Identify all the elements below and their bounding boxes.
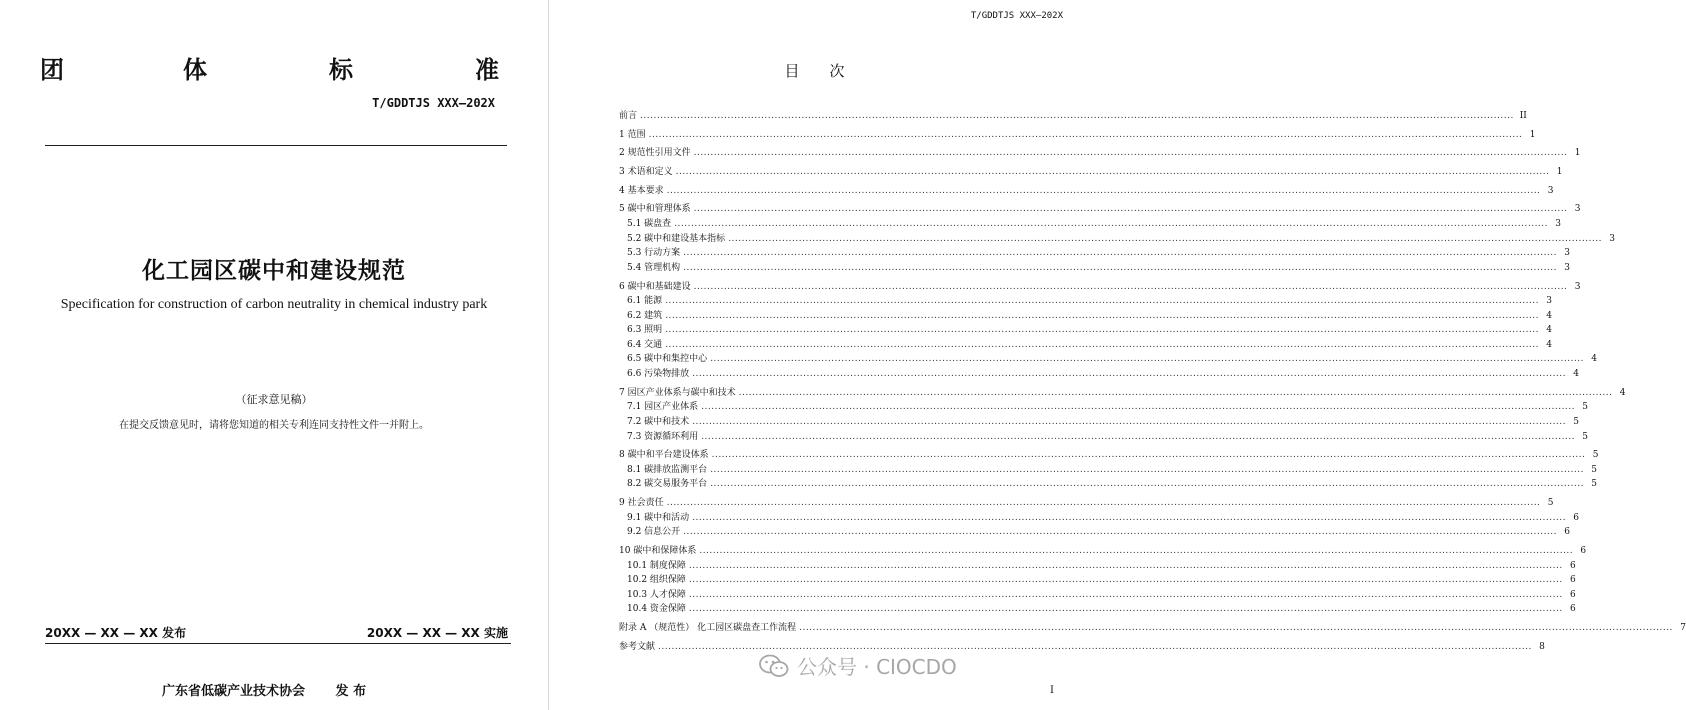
toc-leader-dots: .................................................................................................................................................................................................................................................................... bbox=[799, 623, 1673, 634]
standard-type-char: 准 bbox=[475, 56, 499, 84]
toc-entry[interactable] bbox=[619, 146, 1581, 161]
toc-entry-page: 3 bbox=[1564, 248, 1571, 259]
toc-entry-title: 10.3 人才保障 bbox=[627, 589, 686, 600]
toc-entry[interactable] bbox=[619, 525, 1571, 540]
publisher-line bbox=[162, 680, 366, 699]
toc-leader-dots: .................................................................................................................................................................................................................................................................... bbox=[710, 464, 1585, 475]
toc-entry[interactable] bbox=[619, 430, 1589, 445]
toc-entry-page: 6 bbox=[1570, 560, 1576, 571]
toc-entry-page: 6 bbox=[1573, 512, 1580, 523]
toc-leader-dots: .................................................................................................................................................................................................................................................................... bbox=[683, 248, 1558, 259]
toc-entry-page: 8 bbox=[1539, 641, 1545, 652]
toc-entry-title: 参考文献 bbox=[619, 641, 656, 652]
toc-list bbox=[619, 109, 1686, 654]
toc-entry-title: 8.1 碳排放监测平台 bbox=[627, 464, 708, 475]
toc-entry[interactable] bbox=[619, 184, 1554, 199]
standard-type-char: 标 bbox=[329, 56, 353, 84]
toc-entry[interactable] bbox=[619, 511, 1580, 526]
toc-entry-page: 5 bbox=[1591, 479, 1598, 490]
toc-entry-page: 4 bbox=[1546, 325, 1553, 336]
toc-entry-title: 9 社会责任 bbox=[619, 498, 664, 509]
toc-leader-dots: .................................................................................................................................................................................................................................................................... bbox=[674, 219, 1549, 230]
publish-word: 发 布 bbox=[335, 684, 367, 699]
toc-heading: 目次 bbox=[784, 62, 875, 80]
toc-leader-dots: .................................................................................................................................................................................................................................................................... bbox=[692, 416, 1567, 427]
toc-entry-title: 6.6 污染物排放 bbox=[627, 369, 690, 380]
draft-label: （征求意见稿） bbox=[235, 393, 313, 406]
toc-entry-title: 7.2 碳中和技术 bbox=[627, 416, 690, 427]
toc-leader-dots: .................................................................................................................................................................................................................................................................... bbox=[665, 296, 1540, 307]
toc-entry-title: 10 碳中和保障体系 bbox=[619, 545, 697, 556]
toc-entry-title: 5.3 行动方案 bbox=[627, 248, 681, 259]
toc-entry[interactable] bbox=[619, 165, 1563, 180]
toc-entry-title: 10.1 制度保障 bbox=[627, 560, 686, 571]
toc-entry-title: 2 规范性引用文件 bbox=[619, 148, 691, 159]
toc-entry[interactable] bbox=[619, 400, 1589, 415]
toc-entry[interactable] bbox=[619, 496, 1554, 511]
toc-entry-page: 3 bbox=[1574, 281, 1581, 292]
toc-entry-title: 5.4 管理机构 bbox=[627, 262, 681, 273]
toc-entry-title: 9.1 碳中和活动 bbox=[627, 512, 690, 523]
standard-code: T/GDDTJS XXX—202X bbox=[372, 96, 495, 110]
toc-leader-dots: .................................................................................................................................................................................................................................................................... bbox=[648, 129, 1523, 140]
toc-entry-title: 附录 A （规范性） 化工园区碳盘查工作流程 bbox=[619, 623, 797, 634]
wechat-icon bbox=[759, 654, 789, 678]
toc-entry-title: 6 碳中和基础建设 bbox=[619, 281, 691, 292]
toc-entry[interactable] bbox=[619, 217, 1562, 232]
toc-entry-title: 6.5 碳中和集控中心 bbox=[627, 354, 708, 365]
toc-entry[interactable] bbox=[619, 367, 1580, 382]
toc-entry[interactable] bbox=[619, 338, 1553, 353]
toc-leader-dots: .................................................................................................................................................................................................................................................................... bbox=[675, 167, 1550, 178]
toc-entry-title: 6.4 交通 bbox=[627, 339, 663, 350]
toc-entry[interactable] bbox=[619, 559, 1576, 574]
toc-entry-page: 4 bbox=[1546, 310, 1553, 321]
toc-entry-page: 1 bbox=[1529, 129, 1536, 140]
toc-entry[interactable] bbox=[619, 109, 1527, 124]
toc-leader-dots: .................................................................................................................................................................................................................................................................... bbox=[693, 148, 1568, 159]
toc-entry[interactable] bbox=[619, 202, 1581, 217]
toc-entry-title: 1 范围 bbox=[619, 129, 646, 140]
toc-leader-dots: .................................................................................................................................................................................................................................................................... bbox=[665, 310, 1540, 321]
toc-entry[interactable] bbox=[619, 544, 1587, 559]
page-number: I bbox=[1050, 685, 1054, 696]
toc-entry-title: 6.1 能源 bbox=[627, 296, 663, 307]
toc-leader-dots: .................................................................................................................................................................................................................................................................... bbox=[693, 204, 1568, 215]
toc-entry-page: 4 bbox=[1591, 354, 1598, 365]
toc-leader-dots: .................................................................................................................................................................................................................................................................... bbox=[693, 281, 1568, 292]
toc-entry[interactable] bbox=[619, 309, 1553, 324]
toc-leader-dots: .................................................................................................................................................................................................................................................................... bbox=[688, 560, 1563, 571]
toc-entry-page: 5 bbox=[1582, 431, 1589, 442]
toc-leader-dots: .................................................................................................................................................................................................................................................................... bbox=[665, 339, 1540, 350]
toc-entry-title: 10.4 资金保障 bbox=[627, 604, 686, 615]
toc-entry[interactable] bbox=[619, 588, 1576, 603]
toc-leader-dots: .................................................................................................................................................................................................................................................................... bbox=[692, 369, 1567, 380]
toc-entry-page: 5 bbox=[1582, 402, 1589, 413]
toc-entry-page: 1 bbox=[1574, 148, 1581, 159]
toc-entry[interactable] bbox=[619, 573, 1576, 588]
toc-entry-page: 5 bbox=[1591, 464, 1598, 475]
toc-entry-page: 4 bbox=[1546, 339, 1553, 350]
toc-entry-page: 6 bbox=[1570, 589, 1576, 600]
toc-entry-page: 4 bbox=[1573, 369, 1580, 380]
toc-entry[interactable] bbox=[619, 463, 1598, 478]
toc-leader-dots: .................................................................................................................................................................................................................................................................... bbox=[701, 402, 1576, 413]
toc-entry[interactable] bbox=[619, 323, 1553, 338]
toc-leader-dots: .................................................................................................................................................................................................................................................................... bbox=[711, 450, 1586, 461]
standard-type-char: 团 bbox=[40, 56, 64, 84]
watermark-text: 公众号 · CIOCDO bbox=[797, 655, 957, 679]
toc-entry[interactable] bbox=[619, 602, 1576, 617]
toc-leader-dots: .................................................................................................................................................................................................................................................................... bbox=[699, 545, 1574, 556]
toc-entry[interactable] bbox=[619, 128, 1536, 143]
toc-leader-dots: .................................................................................................................................................................................................................................................................... bbox=[665, 325, 1540, 336]
toc-entry[interactable] bbox=[619, 280, 1581, 295]
toc-leader-dots: .................................................................................................................................................................................................................................................................... bbox=[683, 527, 1558, 538]
toc-entry-title: 9.2 信息公开 bbox=[627, 527, 681, 538]
toc-entry-page: 3 bbox=[1609, 233, 1616, 244]
toc-entry-title: 3 术语和定义 bbox=[619, 167, 673, 178]
implement-date: 20XX — XX — XX 实施 bbox=[366, 626, 508, 640]
toc-page bbox=[549, 0, 1686, 710]
toc-leader-dots: .................................................................................................................................................................................................................................................................... bbox=[692, 512, 1567, 523]
toc-entry-page: 3 bbox=[1547, 185, 1554, 196]
cover-page bbox=[0, 0, 548, 710]
title-cn: 化工园区碳中和建设规范 bbox=[142, 258, 406, 284]
toc-leader-dots: .................................................................................................................................................................................................................................................................... bbox=[728, 233, 1603, 244]
toc-leader-dots: .................................................................................................................................................................................................................................................................... bbox=[701, 431, 1576, 442]
publisher-name: 广东省低碳产业技术协会 bbox=[162, 684, 306, 699]
toc-leader-dots: .................................................................................................................................................................................................................................................................... bbox=[688, 604, 1563, 615]
watermark bbox=[759, 651, 957, 680]
toc-leader-dots: .................................................................................................................................................................................................................................................................... bbox=[640, 111, 1514, 121]
toc-entry[interactable] bbox=[619, 448, 1599, 463]
toc-entry-title: 5.1 碳盘查 bbox=[627, 219, 672, 230]
toc-entry[interactable] bbox=[619, 352, 1598, 367]
toc-entry-page: 5 bbox=[1592, 450, 1599, 461]
toc-entry[interactable] bbox=[619, 386, 1626, 401]
toc-entry-title: 8.2 碳交易服务平台 bbox=[627, 479, 708, 490]
toc-entry-page: 6 bbox=[1570, 575, 1576, 586]
toc-leader-dots: .................................................................................................................................................................................................................................................................... bbox=[710, 479, 1585, 490]
toc-entry[interactable] bbox=[619, 246, 1571, 261]
toc-leader-dots: .................................................................................................................................................................................................................................................................... bbox=[666, 498, 1541, 509]
footer-rule bbox=[45, 643, 511, 644]
toc-entry-title: 7 园区产业体系与碳中和技术 bbox=[619, 387, 736, 398]
toc-entry-title: 6.2 建筑 bbox=[627, 310, 663, 321]
toc-entry[interactable] bbox=[619, 621, 1686, 636]
toc-entry[interactable] bbox=[619, 477, 1598, 492]
toc-entry-title: 10.2 组织保障 bbox=[627, 575, 686, 586]
standard-type-char: 体 bbox=[183, 56, 207, 84]
toc-entry[interactable] bbox=[619, 294, 1553, 309]
toc-entry[interactable] bbox=[619, 232, 1616, 247]
toc-entry-title: 4 基本要求 bbox=[619, 185, 664, 196]
header-rule bbox=[45, 145, 507, 146]
toc-entry-page: 7 bbox=[1680, 623, 1686, 634]
toc-entry-title: 6.3 照明 bbox=[627, 325, 663, 336]
toc-entry-page: 6 bbox=[1570, 604, 1576, 615]
toc-entry-page: 6 bbox=[1580, 545, 1587, 556]
toc-entry-page: 5 bbox=[1573, 416, 1580, 427]
toc-leader-dots: .................................................................................................................................................................................................................................................................... bbox=[738, 387, 1613, 398]
toc-entry-page: 1 bbox=[1556, 167, 1563, 178]
toc-entry[interactable] bbox=[619, 415, 1580, 430]
toc-leader-dots: .................................................................................................................................................................................................................................................................... bbox=[658, 641, 1532, 652]
toc-leader-dots: .................................................................................................................................................................................................................................................................... bbox=[688, 575, 1563, 586]
toc-leader-dots: .................................................................................................................................................................................................................................................................... bbox=[683, 262, 1558, 273]
toc-entry-title: 8 碳中和平台建设体系 bbox=[619, 450, 709, 461]
release-date: 20XX — XX — XX 发布 bbox=[45, 626, 187, 640]
toc-entry-page: II bbox=[1519, 111, 1527, 121]
toc-leader-dots: .................................................................................................................................................................................................................................................................... bbox=[666, 185, 1541, 196]
toc-entry-page: 4 bbox=[1619, 387, 1626, 398]
draft-note: 在提交反馈意见时，请将您知道的相关专利连同支持性文件一并附上。 bbox=[119, 420, 429, 431]
toc-entry-title: 7.3 资源循环利用 bbox=[627, 431, 699, 442]
toc-entry-page: 5 bbox=[1547, 498, 1554, 509]
toc-entry-page: 3 bbox=[1546, 296, 1553, 307]
toc-entry-page: 3 bbox=[1574, 204, 1581, 215]
toc-entry-title: 5 碳中和管理体系 bbox=[619, 204, 691, 215]
toc-entry-page: 6 bbox=[1564, 527, 1571, 538]
toc-entry-title: 5.2 碳中和建设基本指标 bbox=[627, 233, 726, 244]
header-code: T/GDDTJS XXX—202X bbox=[970, 11, 1063, 21]
title-en: Specification for construction of carbon neutrality in chemical industry park bbox=[60, 297, 488, 312]
toc-entry[interactable] bbox=[619, 261, 1571, 276]
toc-entry-page: 3 bbox=[1555, 219, 1562, 230]
toc-leader-dots: .................................................................................................................................................................................................................................................................... bbox=[688, 589, 1563, 600]
toc-entry-title: 前言 bbox=[619, 111, 638, 121]
toc-entry-title: 7.1 园区产业体系 bbox=[627, 402, 699, 413]
toc-leader-dots: .................................................................................................................................................................................................................................................................... bbox=[710, 354, 1585, 365]
toc-entry-page: 3 bbox=[1564, 262, 1571, 273]
